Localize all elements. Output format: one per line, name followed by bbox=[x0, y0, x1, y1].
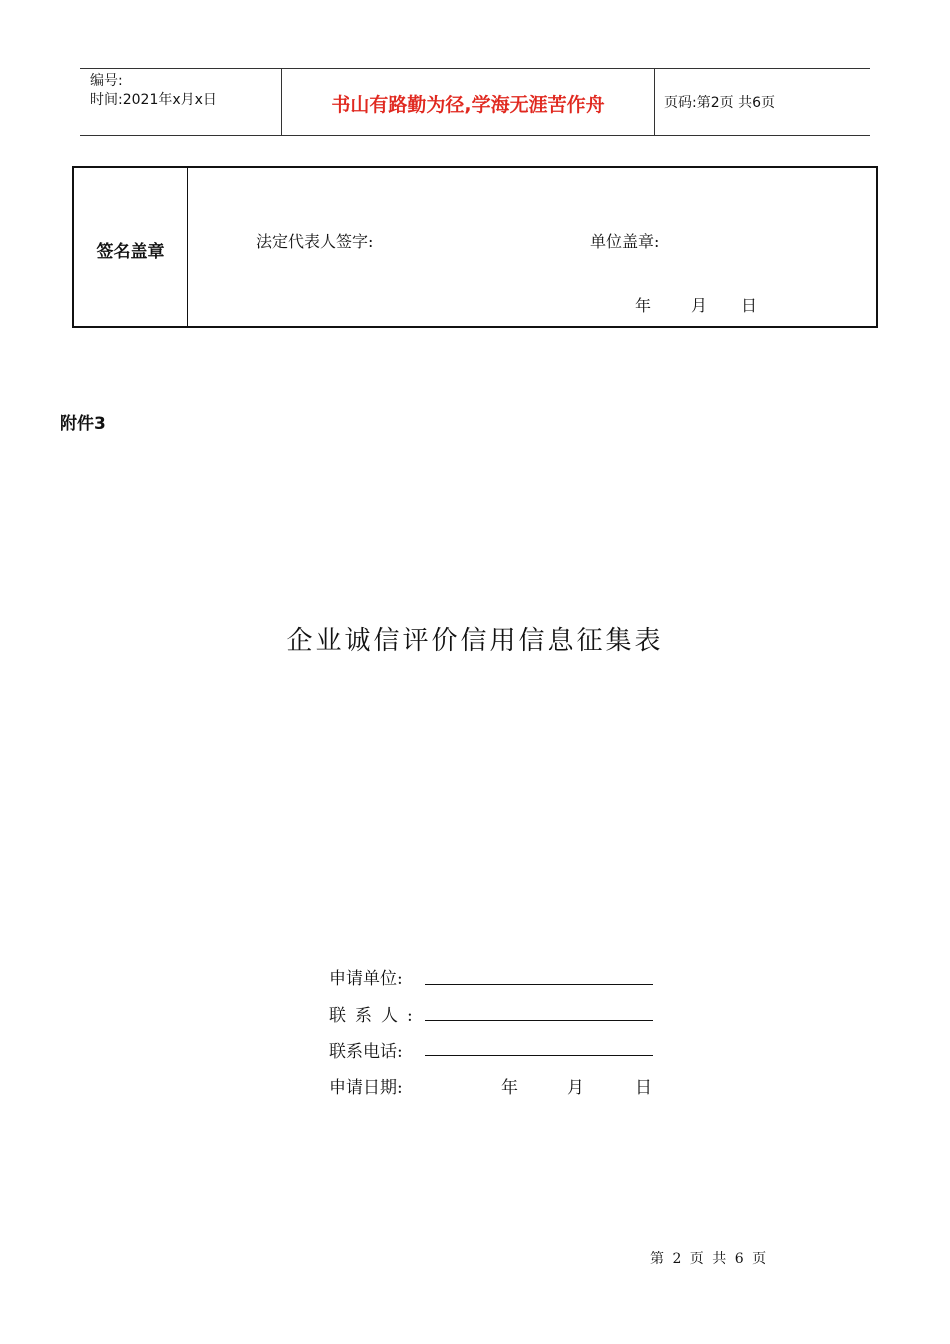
contact-phone-label: 联系电话: bbox=[329, 1042, 403, 1062]
signature-month: 月 bbox=[691, 296, 708, 315]
header-time-label: 时间:2021年x月x日 bbox=[90, 92, 217, 108]
applicant-unit-label: 申请单位: bbox=[329, 969, 403, 989]
header-page-info: 页码:第2页 共6页 bbox=[664, 95, 775, 111]
contact-phone-field[interactable] bbox=[425, 1055, 653, 1056]
application-month: 月 bbox=[567, 1078, 584, 1098]
application-year: 年 bbox=[501, 1078, 518, 1098]
signature-day: 日 bbox=[741, 296, 758, 315]
application-date-label: 申请日期: bbox=[329, 1078, 403, 1098]
signature-seal-label: 签名盖章 bbox=[96, 242, 165, 262]
contact-person-field[interactable] bbox=[425, 1020, 653, 1021]
attachment-label: 附件3 bbox=[60, 414, 106, 434]
signature-table bbox=[72, 166, 878, 328]
signature-table-divider bbox=[187, 166, 188, 328]
header-motto: 书山有路勤为径,学海无涯苦作舟 bbox=[331, 94, 605, 116]
header-number-label: 编号: bbox=[90, 73, 123, 89]
page-footer: 第 2 页 共 6 页 bbox=[650, 1251, 767, 1267]
legal-rep-signature-field: 法定代表人签字: bbox=[256, 232, 374, 251]
signature-year: 年 bbox=[635, 296, 652, 315]
contact-person-label: 联系人: bbox=[329, 1006, 422, 1026]
header-top-rule bbox=[80, 68, 870, 69]
header-bottom-rule bbox=[80, 135, 870, 136]
applicant-unit-field[interactable] bbox=[425, 984, 653, 985]
header-divider-right bbox=[654, 68, 655, 136]
unit-seal-field: 单位盖章: bbox=[590, 232, 660, 251]
application-day: 日 bbox=[635, 1078, 652, 1098]
document-title: 企业诚信评价信用信息征集表 bbox=[286, 626, 664, 656]
